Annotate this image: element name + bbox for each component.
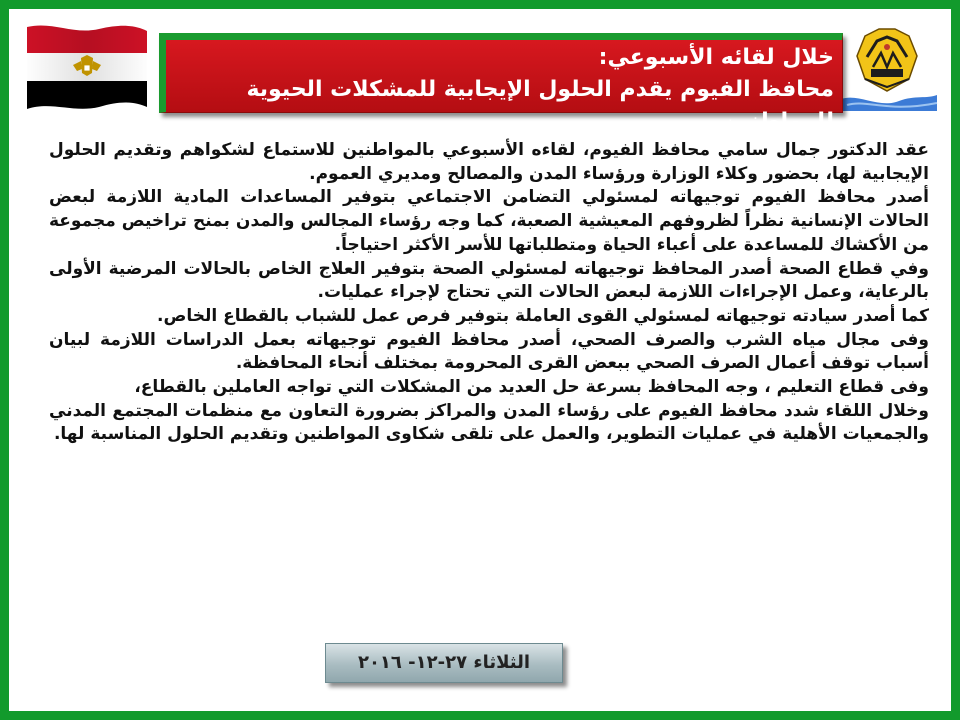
headline-kicker: خلال لقائه الأسبوعي: [598,45,834,70]
article-paragraph: وفى مجال مياه الشرب والصرف الصحي، أصدر محافظ الفيوم توجيهاته بعمل الدراسات اللازمة لبيان أسباب توقف أعمال الصرف الصحي ببعض القرى المحرومة بمختلف أنحاء المحافظة. [49,329,929,374]
article-paragraph: وفي قطاع الصحة أصدر المحافظ توجيهاته لمسئولي الصحة بتوفير العلاج الخاص بالحالات المرضية الأولى بالرعاية، وعمل الإجراءات اللازمة لبعض الحالات التي تحتاج لإجراء عمليات. [49,258,929,303]
article-body [49,139,929,447]
egypt-flag-icon [23,21,151,113]
headline-banner [159,33,843,134]
article-paragraph: كما أصدر سيادته توجيهاته لمسئولي القوى العاملة بتوفير فرص عمل للشباب بالقطاع الخاص. [157,305,929,326]
fayoum-governorate-logo-icon [839,21,939,113]
article-paragraph: وفى قطاع التعليم ، وجه المحافظ بسرعة حل العديد من المشكلات التي تواجه العاملين بالقطاع، [134,377,929,398]
article-paragraph: أصدر محافظ الفيوم توجيهاته لمسئولي التضامن الاجتماعي بتوفير المساعدات المادية اللازمة لبعض الحالات الإنسانية نظراً لظروفهم المعيشية الصعبة، كما وجه رؤساء المجالس والمدن بمنح تراخيص مجموعة من الأكشاك للمساعدة على أعباء الحياة ومتطلباتها للأسر الأكثر احتياجاً. [49,187,929,255]
article-paragraph: عقد الدكتور جمال سامي محافظ الفيوم، لقاءه الأسبوعي بالمواطنين للاستماع لشكواهم وتقديم الحلول الإيجابية لها، بحضور وكلاء الوزارة ورؤساء المدن والمصالح ومديري العموم. [49,140,929,184]
article-paragraph: وخلال اللقاء شدد محافظ الفيوم على رؤساء المدن والمراكز بضرورة التعاون مع منظمات المجتمع المدني والجمعيات الأهلية في عمليات التطوير، والعمل على تلقى شكاوى المواطنين وتقديم الحلول المناسبة لها. [49,400,929,445]
headline-title: محافظ الفيوم يقدم الحلول الإيجابية للمشكلات الحيوية للمواطنين [246,77,834,134]
date-badge: الثلاثاء ٢٧-١٢- ٢٠١٦ [325,643,563,683]
